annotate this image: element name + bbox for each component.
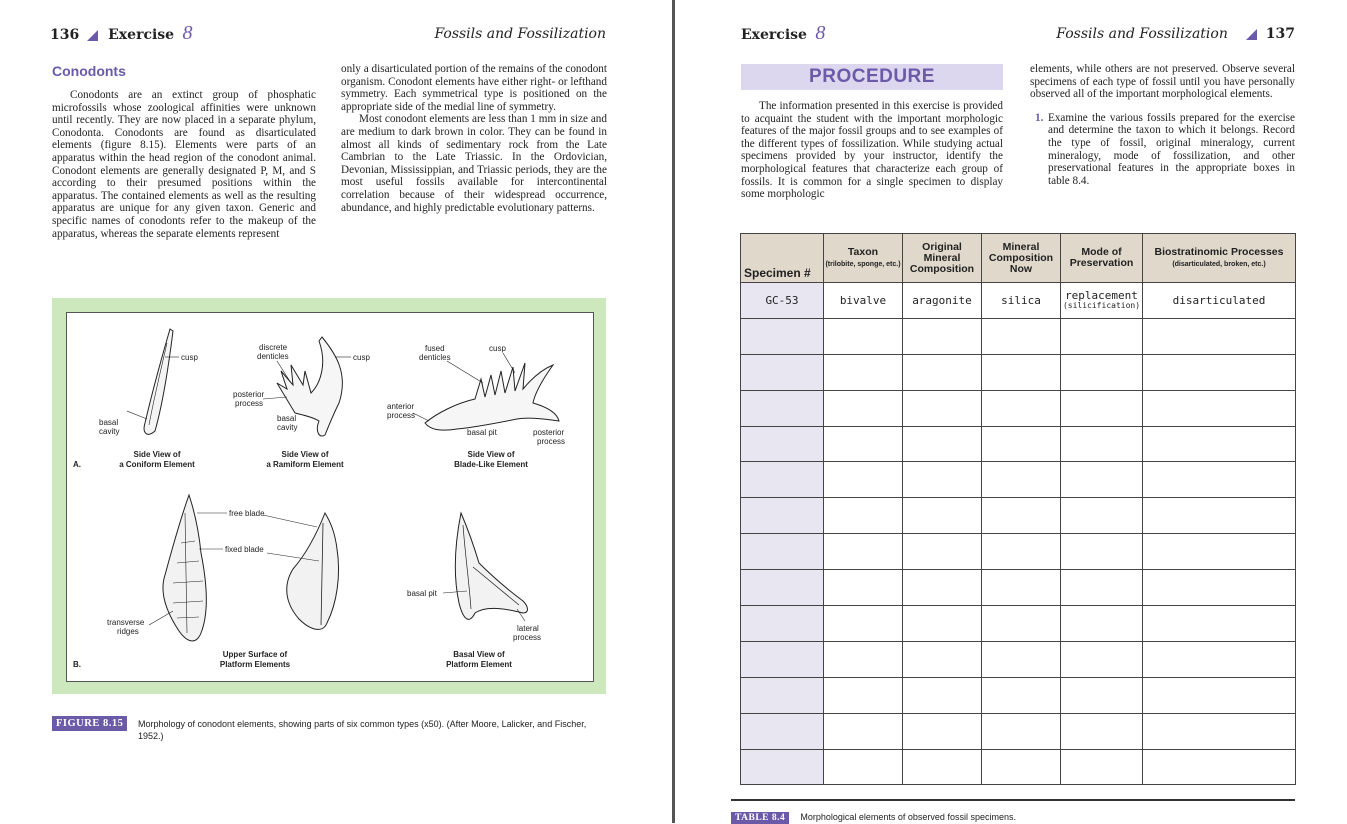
label-fused: fused bbox=[425, 344, 445, 353]
label-process: process bbox=[235, 399, 264, 408]
table-cell[interactable] bbox=[903, 713, 982, 749]
table-cell[interactable] bbox=[741, 677, 824, 713]
table-cell[interactable] bbox=[903, 426, 982, 462]
table-cell[interactable] bbox=[741, 354, 824, 390]
table-cell[interactable] bbox=[1061, 390, 1143, 426]
right-page-header bbox=[741, 22, 1295, 44]
table-cell[interactable] bbox=[741, 498, 824, 534]
table-cell[interactable] bbox=[982, 354, 1061, 390]
table-row bbox=[741, 498, 1296, 534]
paragraph: elements, while others are not preserved. Observe several specimens of each type of fossil until you have personally observed all of the important morphological elements. bbox=[1030, 63, 1295, 101]
table-row bbox=[741, 677, 1296, 713]
table-cell[interactable] bbox=[903, 498, 982, 534]
table-row bbox=[741, 641, 1296, 677]
label-cusp: cusp bbox=[181, 353, 198, 362]
figure-part-a-label: A. bbox=[73, 460, 81, 469]
table-cell[interactable] bbox=[824, 318, 903, 354]
procedure-step-1 bbox=[1030, 112, 1295, 188]
left-page-header bbox=[50, 22, 606, 44]
text-column-2 bbox=[341, 63, 607, 214]
step-text: Examine the various fossils prepared for the exercise and determine the taxon to which it belongs. Record the type of fossil, original mineralogy, current mineralogy, mode of fossilization, and other preservational features in the appropriate boxes in table 8.4. bbox=[1048, 111, 1295, 187]
fossil-specimen-table bbox=[740, 233, 1296, 785]
coniform-title-2: a Coniform Element bbox=[119, 460, 195, 469]
page-number: 137 bbox=[1265, 26, 1295, 42]
table-cell[interactable] bbox=[903, 534, 982, 570]
label-discrete: discrete bbox=[259, 343, 288, 352]
procedure-heading: PROCEDURE bbox=[809, 66, 935, 87]
table-cell[interactable] bbox=[824, 426, 903, 462]
table-cell[interactable] bbox=[982, 677, 1061, 713]
table-cell[interactable] bbox=[1143, 498, 1296, 534]
label-ridges: ridges bbox=[117, 627, 139, 636]
table-cell[interactable] bbox=[741, 713, 824, 749]
header-biostratinomic bbox=[1143, 234, 1296, 283]
table-cell[interactable] bbox=[741, 749, 824, 785]
label-ramiform-cavity: cavity bbox=[277, 423, 298, 432]
label-blade-process-2: process bbox=[537, 437, 566, 446]
cell-mode-main: replacement bbox=[1065, 288, 1138, 302]
header-taxon bbox=[824, 234, 903, 283]
header-taxon-sub: (trilobite, sponge, etc.) bbox=[825, 260, 901, 268]
blade-title-1: Side View of bbox=[467, 450, 515, 459]
table-cell[interactable] bbox=[1143, 354, 1296, 390]
cell-mode-sub: (silicification) bbox=[1062, 300, 1141, 310]
label-denticles: denticles bbox=[257, 352, 289, 361]
blade-element-drawing bbox=[425, 363, 559, 430]
blade-title-2: Blade-Like Element bbox=[454, 460, 528, 469]
header-taxon-label: Taxon bbox=[847, 245, 879, 258]
figure-caption bbox=[52, 716, 608, 742]
header-mineral-now: Mineral Composition Now bbox=[982, 234, 1061, 283]
procedure-intro-column bbox=[741, 100, 1003, 201]
table-row bbox=[741, 749, 1296, 785]
basal-view-drawing bbox=[455, 513, 527, 619]
table-cell[interactable] bbox=[741, 641, 824, 677]
table-row bbox=[741, 570, 1296, 606]
table-cell[interactable] bbox=[903, 462, 982, 498]
table-cell[interactable] bbox=[982, 498, 1061, 534]
table-cell[interactable] bbox=[982, 534, 1061, 570]
table-row bbox=[741, 713, 1296, 749]
table-cell[interactable] bbox=[903, 606, 982, 642]
table-cell[interactable] bbox=[741, 534, 824, 570]
table-cell[interactable] bbox=[1143, 570, 1296, 606]
running-title: Fossils and Fossilization bbox=[1056, 26, 1228, 42]
table-cell[interactable] bbox=[1061, 606, 1143, 642]
table-cell[interactable] bbox=[903, 390, 982, 426]
table-cell[interactable] bbox=[1143, 641, 1296, 677]
header-original-mineral: Original Mineral Composition bbox=[903, 234, 982, 283]
label-blade-basal-pit: basal pit bbox=[467, 428, 497, 437]
table-cell[interactable] bbox=[1143, 318, 1296, 354]
exercise-label: Exercise bbox=[108, 27, 175, 43]
label-posterior: posterior bbox=[233, 390, 265, 399]
table-cell[interactable] bbox=[1061, 677, 1143, 713]
label-ramiform-basal: basal bbox=[277, 414, 297, 423]
procedure-banner bbox=[741, 64, 1003, 90]
table-cell[interactable] bbox=[824, 713, 903, 749]
table-cell[interactable] bbox=[824, 534, 903, 570]
table-cell[interactable] bbox=[824, 641, 903, 677]
paragraph: The information presented in this exercise is provided to acquaint the student with the important morphologic features of the major fossil groups and to see examples of the different types of fossilization. While studying actual specimens provided by your instructor, identify the morphological features that characterize each group of fossils. It is common for a single specimen to display some morphologic bbox=[741, 100, 1003, 201]
exercise-number: 8 bbox=[182, 22, 193, 44]
figure-part-b-label: B. bbox=[73, 660, 81, 669]
table-cell[interactable] bbox=[982, 713, 1061, 749]
table-cell[interactable] bbox=[982, 426, 1061, 462]
label-anterior: anterior bbox=[387, 402, 415, 411]
cell-original-mineral[interactable]: aragonite bbox=[903, 283, 982, 319]
table-row bbox=[741, 318, 1296, 354]
platform-title-2: Platform Elements bbox=[219, 660, 291, 669]
exercise-label: Exercise bbox=[741, 27, 807, 43]
header-bio-label: Biostratinomic Processes bbox=[1154, 245, 1284, 258]
label-basal-basal-pit: basal pit bbox=[407, 589, 437, 598]
table-cell[interactable] bbox=[741, 462, 824, 498]
label-fixed-blade: fixed blade bbox=[225, 545, 264, 554]
table-cell[interactable] bbox=[1143, 462, 1296, 498]
label-blade-cusp: cusp bbox=[489, 344, 506, 353]
label-blade-posterior: posterior bbox=[533, 428, 565, 437]
table-cell[interactable] bbox=[824, 749, 903, 785]
table-cell[interactable] bbox=[1061, 462, 1143, 498]
table-cell[interactable] bbox=[1061, 713, 1143, 749]
figure-caption-text: Morphology of conodont elements, showing parts of six common types (x50). (After Moore, Lalicker, and Fischer, 1952.) bbox=[138, 719, 587, 741]
header-bio-sub: (disarticulated, broken, etc.) bbox=[1172, 260, 1266, 268]
table-cell[interactable] bbox=[982, 462, 1061, 498]
table-cell[interactable] bbox=[982, 390, 1061, 426]
table-cell[interactable] bbox=[824, 354, 903, 390]
step-number: 1. bbox=[1035, 111, 1044, 124]
table-row bbox=[741, 354, 1296, 390]
label-cavity: cavity bbox=[99, 427, 120, 436]
table-cell[interactable] bbox=[824, 498, 903, 534]
table-cell[interactable] bbox=[903, 641, 982, 677]
table-cell[interactable] bbox=[1061, 318, 1143, 354]
table-cell[interactable] bbox=[824, 390, 903, 426]
cell-mode[interactable] bbox=[1061, 283, 1143, 319]
triangle-marker-icon bbox=[1246, 29, 1257, 40]
table-cell[interactable] bbox=[903, 749, 982, 785]
left-page bbox=[0, 0, 670, 823]
coniform-title-1: Side View of bbox=[133, 450, 181, 459]
table-cell[interactable] bbox=[824, 677, 903, 713]
table-caption-rule bbox=[731, 799, 1295, 801]
label-blade-process: process bbox=[387, 411, 416, 420]
label-lateral: lateral bbox=[517, 624, 539, 633]
basal-title-2: Platform Element bbox=[446, 660, 512, 669]
table-caption-tag: TABLE 8.4 bbox=[731, 812, 789, 824]
label-transverse: transverse bbox=[107, 618, 145, 627]
cell-mineral-now[interactable]: silica bbox=[982, 283, 1061, 319]
page-gutter bbox=[670, 0, 677, 823]
table-cell[interactable] bbox=[1061, 534, 1143, 570]
triangle-marker-icon bbox=[87, 30, 98, 41]
page-number: 136 bbox=[50, 27, 80, 43]
paragraph: only a disarticulated portion of the remains of the conodont organism. Conodont elements have either right- or lefthand symmetry. Each symmetrical type is positioned on the appropriate side of the medial line of symmetry. bbox=[341, 63, 607, 113]
procedure-column-2 bbox=[1030, 63, 1295, 187]
table-cell[interactable] bbox=[982, 570, 1061, 606]
figure-caption-tag: FIGURE 8.15 bbox=[52, 716, 127, 731]
table-cell[interactable] bbox=[741, 390, 824, 426]
table-caption-text: Morphological elements of observed fossil specimens. bbox=[800, 812, 1016, 822]
table-cell[interactable] bbox=[903, 570, 982, 606]
table-cell[interactable] bbox=[982, 606, 1061, 642]
table-cell[interactable] bbox=[741, 426, 824, 462]
table-cell[interactable] bbox=[1061, 354, 1143, 390]
table-cell[interactable] bbox=[741, 570, 824, 606]
table-cell[interactable] bbox=[1143, 426, 1296, 462]
table-cell[interactable] bbox=[982, 641, 1061, 677]
table-row bbox=[741, 606, 1296, 642]
table-cell[interactable] bbox=[903, 354, 982, 390]
running-title: Fossils and Fossilization bbox=[434, 26, 606, 42]
cell-biostratinomic[interactable]: disarticulated bbox=[1143, 283, 1296, 319]
text-column-1 bbox=[52, 89, 316, 240]
table-cell[interactable] bbox=[1143, 606, 1296, 642]
label-blade-denticles: denticles bbox=[419, 353, 451, 362]
right-header-right bbox=[1056, 26, 1295, 42]
right-page bbox=[677, 0, 1347, 823]
table-cell[interactable] bbox=[903, 318, 982, 354]
table-cell[interactable] bbox=[1143, 677, 1296, 713]
label-basal-process: process bbox=[513, 633, 542, 642]
cell-specimen[interactable]: GC-53 bbox=[741, 283, 824, 319]
table-cell[interactable] bbox=[1061, 426, 1143, 462]
platform-title-1: Upper Surface of bbox=[222, 650, 288, 659]
table-cell[interactable] bbox=[741, 318, 824, 354]
paragraph: Most conodont elements are less than 1 mm in size and are medium to dark brown in color. They can be found in almost all kinds of sedimentary rock from the Late Cambrian to the Late Triassic. In the Ordovician, Devonian, Mississippian, and Triassic periods, they are the most useful fossils available for intercontinental correlation because of their widespread occurrence, abundance, and highly predictable evolutionary patterns. bbox=[341, 113, 607, 214]
table-cell[interactable] bbox=[982, 749, 1061, 785]
table-cell[interactable] bbox=[824, 570, 903, 606]
table-cell[interactable] bbox=[741, 606, 824, 642]
basal-title-1: Basal View of bbox=[453, 650, 505, 659]
table-cell[interactable] bbox=[824, 462, 903, 498]
label-free-blade: free blade bbox=[229, 509, 265, 518]
table-row bbox=[741, 534, 1296, 570]
table-cell[interactable] bbox=[982, 318, 1061, 354]
table-header-row bbox=[741, 234, 1296, 283]
table-cell[interactable] bbox=[824, 606, 903, 642]
table-cell[interactable] bbox=[1061, 570, 1143, 606]
table-cell[interactable] bbox=[1143, 713, 1296, 749]
exercise-number: 8 bbox=[815, 22, 826, 44]
table-cell[interactable] bbox=[1061, 749, 1143, 785]
section-heading: Conodonts bbox=[52, 63, 126, 79]
conodont-drawings bbox=[67, 313, 593, 681]
table-cell[interactable] bbox=[1143, 390, 1296, 426]
table-caption bbox=[731, 805, 1016, 824]
table-cell[interactable] bbox=[1143, 534, 1296, 570]
label-ramiform-cusp: cusp bbox=[353, 353, 370, 362]
figure-illustration bbox=[66, 312, 594, 682]
cell-taxon[interactable]: bivalve bbox=[824, 283, 903, 319]
table-row bbox=[741, 426, 1296, 462]
table-cell[interactable] bbox=[1061, 641, 1143, 677]
table-row bbox=[741, 390, 1296, 426]
coniform-element-drawing bbox=[127, 329, 179, 434]
header-specimen: Specimen # bbox=[741, 234, 824, 283]
table-row bbox=[741, 462, 1296, 498]
table-row-example bbox=[741, 283, 1296, 319]
figure-8-15 bbox=[52, 298, 606, 694]
table-cell[interactable] bbox=[1061, 498, 1143, 534]
ramiform-title-1: Side View of bbox=[281, 450, 329, 459]
table-cell[interactable] bbox=[1143, 749, 1296, 785]
label-basal: basal bbox=[99, 418, 119, 427]
table-cell[interactable] bbox=[903, 677, 982, 713]
ramiform-title-2: a Ramiform Element bbox=[266, 460, 344, 469]
header-mode: Mode of Preservation bbox=[1061, 234, 1143, 283]
paragraph: Conodonts are an extinct group of phosphatic microfossils whose zoological affinities were unknown until recently. They are now placed in a separate phylum, Conodonta. Conodonts are found as disarticulated elements (figure 8.15). Elements were parts of an apparatus within the head region of the conodont animal. Conodont elements are generally designated P, M, and S according to their presumed positions within the apparatus. The contained elements as well as the resulting apparatus are unique for any given taxon. Generic and specific names of conodonts refer to the makeup of the apparatus, whereas the separate elements represent bbox=[52, 89, 316, 240]
